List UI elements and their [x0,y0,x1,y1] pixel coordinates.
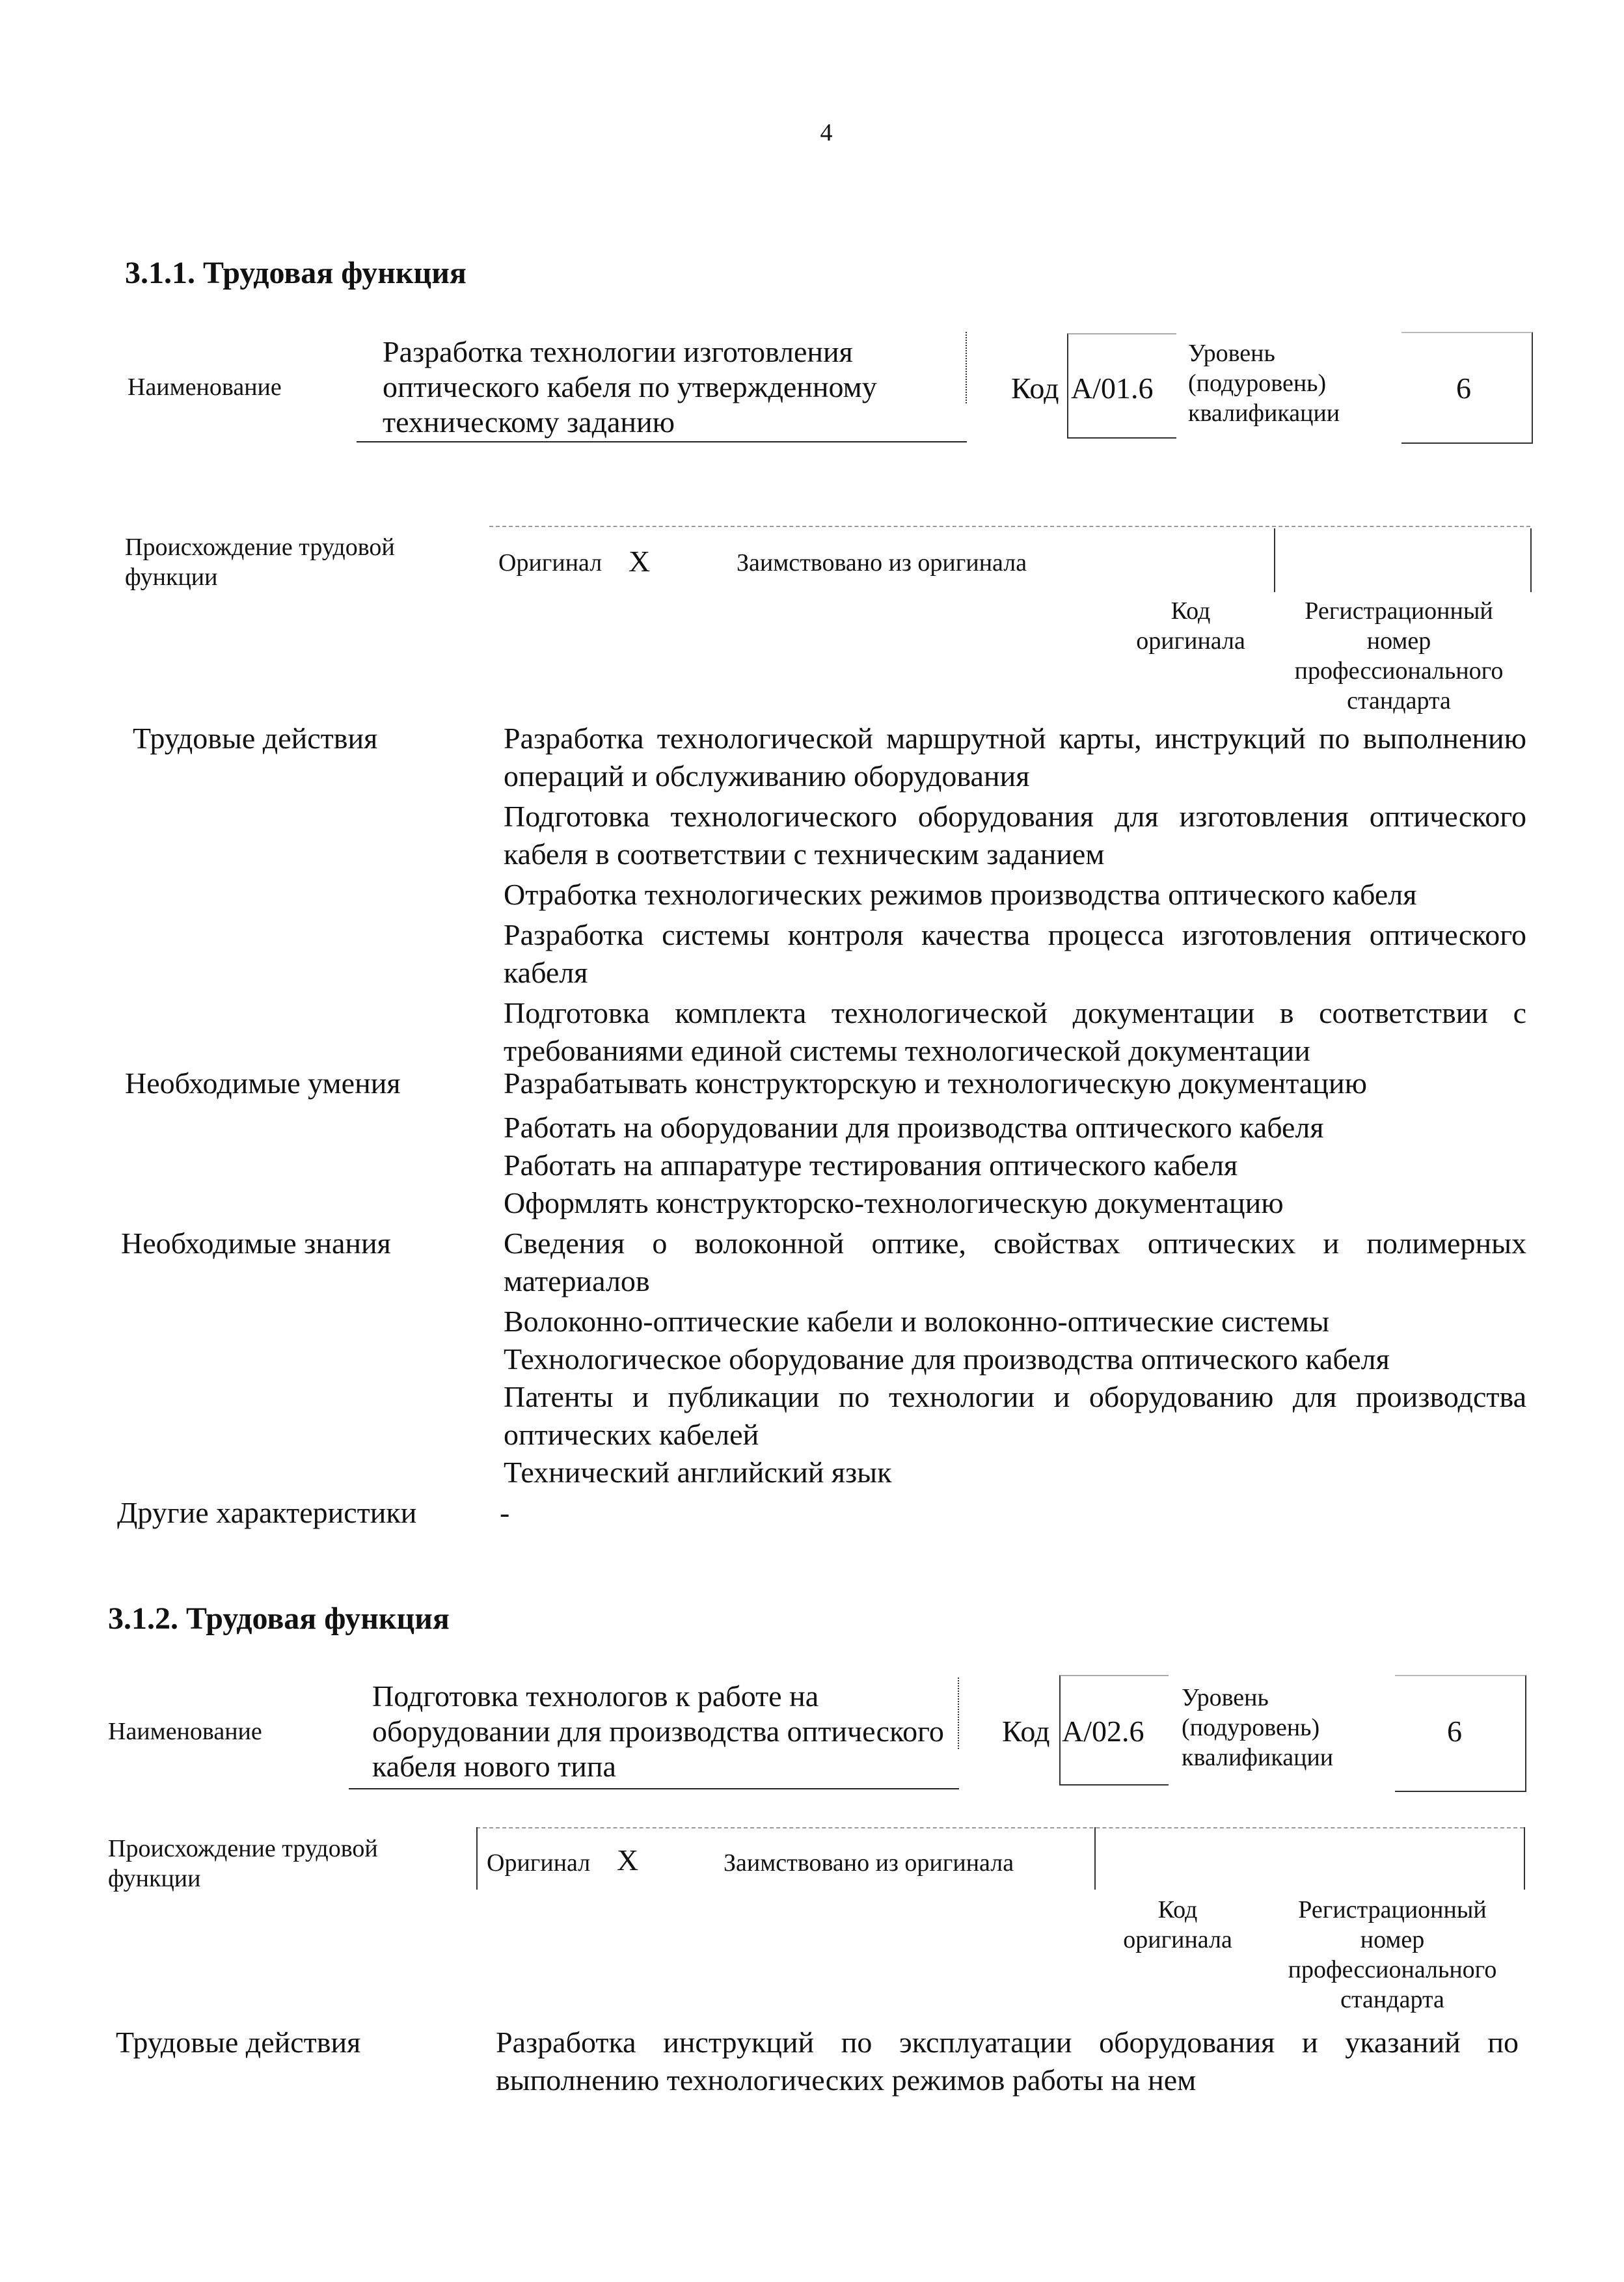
origin-box-left [476,1827,478,1890]
knowledge-item: Патенты и публикации по технологии и оборудованию для производства оптических кабелей [504,1380,1526,1451]
labor-actions-label: Трудовые действия [133,722,378,755]
skills-label: Необходимые умения [125,1066,401,1100]
other-value: - [500,1496,510,1529]
skill-item: Работать на аппаратуре тестирования оптического кабеля [504,1148,1238,1182]
reg-number-label: Регистрационный номер профессионального стандарта [1288,1896,1497,2013]
knowledge-item: Сведения о волоконной оптике, свойствах оптических и полимерных материалов [504,1227,1526,1297]
labor-action-item: Разработка инструкций по эксплуатации оборудования и указаний по выполнению технологических режимов работы на нем [496,2026,1519,2097]
name-underline [349,1788,959,1789]
name-box-edge [966,332,967,403]
skill-item: Оформлять конструкторско-технологическую документацию [504,1186,1284,1219]
skills-list [504,1065,1526,1222]
knowledge-item: Технологическое оборудование для производства оптического кабеля [504,1342,1390,1376]
origin-box-right [1530,528,1532,592]
level-value: 6 [1447,1715,1462,1748]
section-title: 3.1.2. Трудовая функция [108,1601,450,1636]
labor-actions-list [504,720,1526,1070]
origin-label: Происхождение трудовой функции [125,534,395,591]
name-value: Подготовка технологов к работе на оборудовании для производства оптического кабеля нового типа [372,1679,944,1783]
orig-code-label: Код оригинала [1136,597,1245,655]
other-label: Другие характеристики [117,1496,417,1529]
name-underline [357,441,967,442]
labor-actions-label: Трудовые действия [116,2026,361,2059]
knowledge-item: Волоконно-оптические кабели и волоконно-оптические системы [504,1305,1330,1338]
code-value: А/02.6 [1062,1715,1144,1748]
origin-box-top [476,1827,1524,1828]
level-label: Уровень (подуровень) квалификации [1182,1684,1334,1771]
code-value: А/01.6 [1071,372,1154,405]
code-label: Код [1011,372,1059,405]
labor-action-item: Отработка технологических режимов производства оптического кабеля [504,878,1417,911]
origin-divider [1274,528,1275,592]
origin-label: Происхождение трудовой функции [108,1835,378,1892]
name-value: Разработка технологии изготовления оптического кабеля по утвержденному техническому заданию [383,335,877,439]
skill-item: Работать на оборудовании для производства оптического кабеля [504,1111,1324,1144]
knowledge-item: Технический английский язык [504,1456,892,1489]
knowledge-list [504,1225,1526,1491]
labor-action-item: Подготовка комплекта технологической документации в соответствии с требованиями единой системы технологической документации [504,996,1526,1067]
skill-item: Разрабатывать конструкторскую и технологическую документацию [504,1066,1367,1100]
reg-number-label: Регистрационный номер профессионального стандарта [1294,597,1504,714]
code-label: Код [1002,1715,1050,1748]
origin-divider [1094,1827,1096,1890]
page-number: 4 [820,119,833,146]
original-checkmark: X [617,1843,639,1877]
section-title: 3.1.1. Трудовая функция [125,256,467,290]
origin-box-right [1524,1827,1525,1890]
name-label: Наименование [128,374,282,401]
name-label: Наименование [108,1718,262,1745]
borrowed-label: Заимствовано из оригинала [737,549,1027,577]
labor-action-item: Разработка системы контроля качества процесса изготовления оптического кабеля [504,918,1526,989]
name-box-edge [958,1678,959,1749]
borrowed-label: Заимствовано из оригинала [724,1849,1014,1877]
labor-action-item: Разработка технологической маршрутной карты, инструкций по выполнению операций и обслуживанию оборудования [504,722,1526,793]
origin-box-top [489,526,1530,527]
original-checkmark: X [629,545,651,578]
original-label: Оригинал [487,1849,591,1877]
level-value: 6 [1456,372,1471,405]
level-label: Уровень (подуровень) квалификации [1188,340,1340,427]
orig-code-label: Код оригинала [1123,1896,1232,1953]
original-label: Оригинал [498,549,602,577]
labor-action-item: Подготовка технологического оборудования для изготовления оптического кабеля в соответствии с техническим заданием [504,800,1526,871]
labor-actions-list [496,2024,1519,2099]
knowledge-label: Необходимые знания [121,1227,391,1260]
